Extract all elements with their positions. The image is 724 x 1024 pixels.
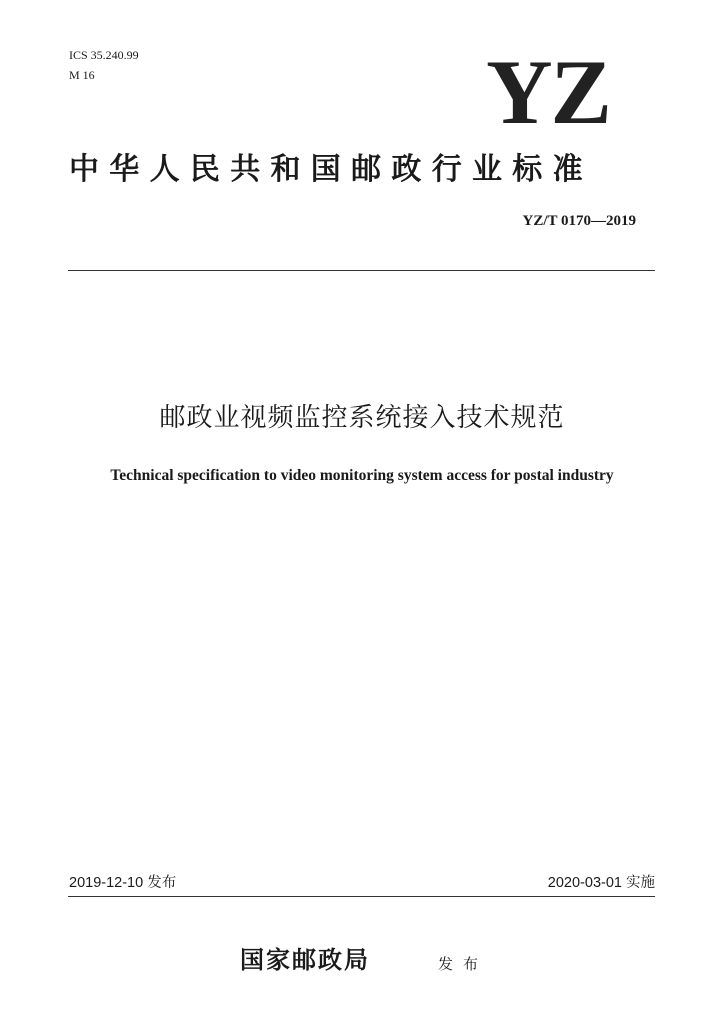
issue-label: 发布 [438,955,489,973]
issuing-authority: 国家邮政局 [240,945,370,974]
bottom-divider [68,896,655,897]
org-title: 中华人民共和国邮政行业标准 [69,152,593,187]
top-divider [68,270,655,271]
effective-date: 2020-03-01 实施 [547,875,655,891]
classification-code: M 16 [69,68,95,82]
yz-logo: YZ [486,41,610,143]
standard-number: YZ/T 0170—2019 [522,213,636,229]
document-title-en: Technical specification to video monitoring system access for postal industry [110,467,614,484]
issue-date: 2019-12-10 发布 [69,875,177,891]
ics-code: ICS 35.240.99 [69,48,139,62]
document-title-zh: 邮政业视频监控系统接入技术规范 [159,403,565,433]
